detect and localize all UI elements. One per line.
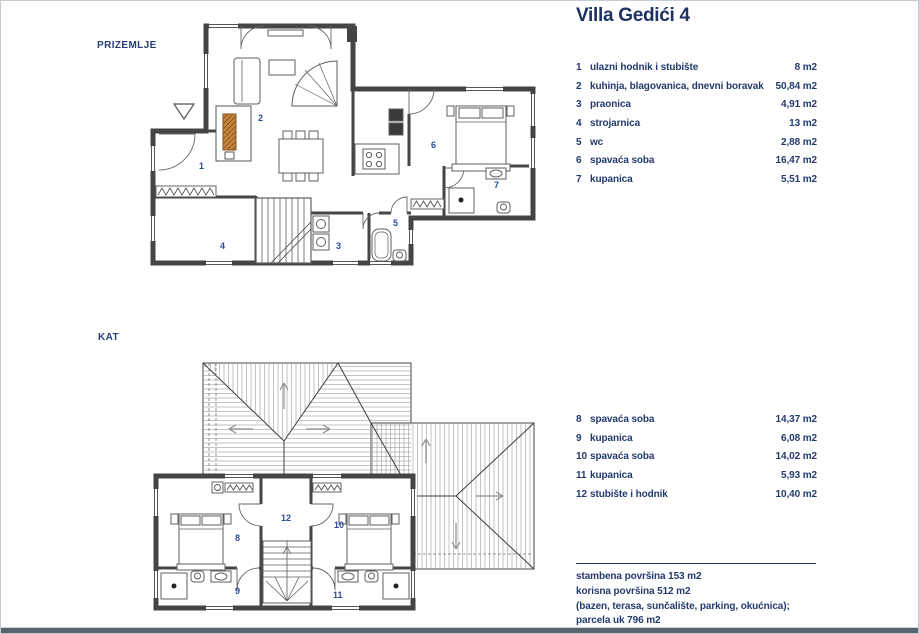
svg-text:8: 8: [235, 533, 241, 543]
summary-line: (bazen, terasa, sunčalište, parking, okućnica);: [576, 600, 790, 612]
fridge: [389, 109, 403, 121]
summary-line: parcela uk 796 m2: [576, 615, 661, 627]
stove: [363, 149, 385, 169]
svg-text:4: 4: [220, 241, 226, 251]
page-title: Villa Gedići 4: [576, 5, 690, 26]
svg-text:6: 6: [431, 140, 437, 150]
room-name: spavaća soba: [590, 155, 655, 167]
chimney-block: [347, 26, 357, 42]
room-list-row: [576, 81, 817, 100]
svg-text:1: 1: [199, 161, 205, 171]
room-number: 1: [576, 62, 582, 73]
room-name: spavaća soba: [590, 451, 655, 463]
room-list-row: [576, 155, 817, 174]
bedroom-6-furniture: [447, 106, 514, 171]
nightstand: [447, 106, 454, 116]
room-list-row: [576, 174, 817, 193]
oven: [389, 123, 403, 135]
room-number: 8: [576, 414, 582, 425]
bed-bench: [177, 564, 225, 570]
room-list-row: [576, 137, 817, 156]
nightstand: [171, 514, 178, 524]
straight-staircase: [256, 198, 311, 263]
ground-floor-plan: [141, 16, 541, 281]
room-list-row: [576, 62, 817, 81]
svg-text:9: 9: [235, 586, 241, 596]
upper-staircase: [263, 541, 311, 603]
room-name: kupanica: [590, 470, 633, 482]
upper-floor-room-list: [576, 414, 817, 507]
upper-floor-plan: [141, 351, 541, 619]
room-area: 5,51 m2: [781, 174, 817, 186]
room-number: 5: [576, 136, 582, 148]
room-name: stubište i hodnik: [590, 488, 668, 500]
room-list-row: [576, 118, 817, 137]
sideboard: [268, 30, 303, 36]
room-number: 10: [576, 451, 587, 463]
room-area: 50,84 m2: [775, 80, 817, 92]
coffee-table: [269, 60, 295, 75]
room-name: kupanica: [590, 174, 633, 186]
room-area: 10,40 m2: [775, 488, 817, 500]
room-area: 2,88 m2: [781, 136, 817, 148]
summary-line: stambena površina 153 m2: [576, 571, 702, 582]
svg-text:3: 3: [336, 241, 342, 251]
room-area: 5,93 m2: [781, 470, 817, 482]
room-name: spavaća soba: [590, 414, 655, 425]
svg-text:2: 2: [258, 113, 264, 123]
ground-floor-room-list: [576, 62, 817, 193]
entry-marker-icon: [174, 104, 194, 119]
bedroom-8-furniture: [171, 514, 231, 570]
nightstand: [392, 514, 399, 524]
room-list-row: [576, 414, 817, 433]
svg-text:10: 10: [334, 520, 345, 530]
room-number: 12: [576, 488, 587, 500]
room-number: 11: [576, 470, 587, 482]
room-area: 4,91 m2: [781, 99, 817, 111]
svg-text:11: 11: [333, 590, 343, 600]
room-area: 13 m2: [789, 118, 817, 130]
room-list-row: [576, 451, 817, 470]
room-name: strojarnica: [590, 118, 641, 130]
dining-table: [279, 139, 323, 173]
svg-text:7: 7: [494, 180, 500, 190]
room-area: 14,37 m2: [775, 414, 817, 425]
bed-bench: [345, 564, 393, 570]
room-number: 7: [576, 174, 582, 186]
room-list-row: [576, 433, 817, 452]
room-name: kupanica: [590, 432, 633, 444]
room-area: 8 m2: [794, 62, 817, 73]
room-area: 16,47 m2: [775, 155, 817, 167]
room-number: 4: [576, 118, 582, 130]
room-list-row: [576, 470, 817, 489]
summary-divider: [576, 563, 816, 564]
room-name: ulazni hodnik i stubište: [590, 62, 699, 73]
fireplace: [216, 106, 251, 161]
room-number: 9: [576, 432, 582, 444]
area-summary: [576, 570, 826, 629]
room-name: kuhinja, blagovanica, dnevni boravak: [590, 80, 764, 92]
room-list-row: [576, 489, 817, 508]
boiler-icon: [212, 482, 223, 493]
svg-text:12: 12: [281, 513, 292, 523]
summary-line: korisna površina 512 m2: [576, 585, 691, 597]
room-name: praonica: [590, 99, 631, 111]
nightstand: [224, 514, 231, 524]
room-list-row: [576, 99, 817, 118]
room-area: 14,02 m2: [775, 451, 817, 463]
room-area: 6,08 m2: [781, 432, 817, 444]
room-number: 2: [576, 80, 582, 92]
room-number: 6: [576, 155, 582, 167]
sofa: [234, 58, 260, 104]
bedroom-10-furniture: [339, 514, 399, 570]
ground-floor-label: PRIZEMLJE: [97, 40, 157, 51]
upper-floor-label: KAT: [98, 332, 120, 343]
room-number: 3: [576, 99, 582, 111]
nightstand: [507, 106, 514, 116]
bottom-bar: [1, 628, 918, 633]
svg-text:5: 5: [393, 218, 399, 228]
room-name: wc: [590, 136, 604, 148]
